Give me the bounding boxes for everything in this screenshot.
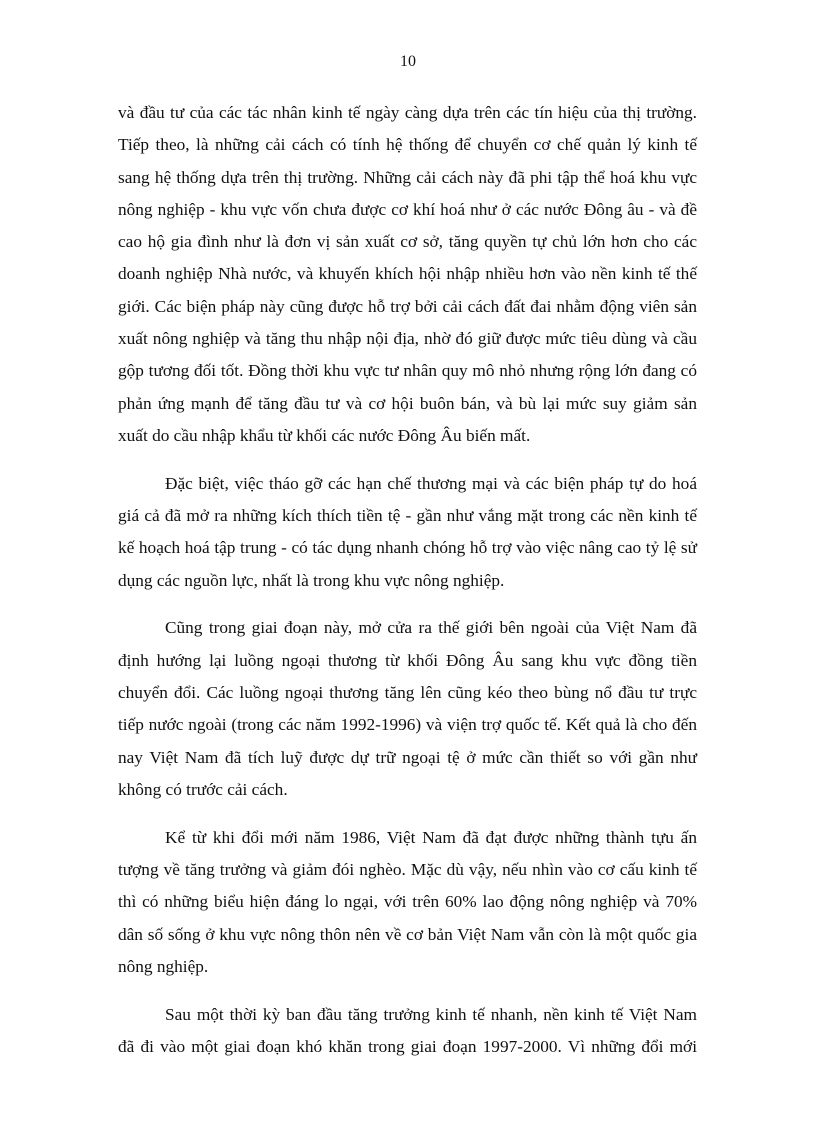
text-line: cao hộ gia đình như là đơn vị sản xuất cơ sở, tăng quyền tự chủ lớn hơn cho các [118,232,697,252]
text-line: gộp tương đối tốt. Đồng thời khu vực tư nhân quy mô nhỏ nhưng rộng lớn đang có [118,361,697,381]
text-line: Đặc biệt, việc tháo gỡ các hạn chế thương mại và các biện pháp tự do hoá [165,473,697,493]
text-line: giá cả đã mở ra những kích thích tiền tệ - gần như vắng mặt trong các nền kinh tế [118,506,697,526]
text-line: dụng các nguồn lực, nhất là trong khu vực nông nghiệp. [118,570,505,590]
text-line: dân số sống ở khu vực nông thôn nên về cơ bản Việt Nam vẫn còn là một quốc gia [118,924,697,944]
text-line: doanh nghiệp Nhà nước, và khuyến khích hội nhập nhiều hơn vào nền kinh tế thế [118,264,697,284]
text-line: định hướng lại luồng ngoại thương từ khối Đông Âu sang khu vực đồng tiền [118,650,697,670]
text-line: Kể từ khi đổi mới năm 1986, Việt Nam đã đạt được những thành tựu ấn [165,827,697,847]
text-line: đã đi vào một giai đoạn khó khăn trong giai đoạn 1997-2000. Vì những đổi mới [118,1037,697,1057]
paragraph [118,822,697,983]
paragraph [118,97,697,452]
text-line: thì có những biểu hiện đáng lo ngại, với trên 60% lao động nông nghiệp và 70% [118,892,697,912]
text-line: xuất nông nghiệp và tăng thu nhập nội địa, nhờ đó giữ được mức tiêu dùng và cầu [118,329,697,349]
text-line: tiếp nước ngoài (trong các năm 1992-1996) và viện trợ quốc tế. Kết quả là cho đến [118,715,697,735]
text-line: sang hệ thống dựa trên thị trường. Những cải cách này đã phi tập thể hoá khu vực [118,167,697,187]
text-line: không có trước cải cách. [118,779,288,799]
paragraph [118,999,697,1064]
text-line: Tiếp theo, là những cải cách có tính hệ thống để chuyển cơ chế quản lý kinh tế [118,135,697,155]
text-line: nay Việt Nam đã tích luỹ được dự trữ ngoại tệ ở mức cần thiết so với gần như [118,747,697,767]
page-number: 10 [400,53,416,70]
text-line: Sau một thời kỳ ban đầu tăng trưởng kinh tế nhanh, nền kinh tế Việt Nam [165,1004,697,1024]
paragraph [118,468,697,597]
paragraph [118,612,697,806]
text-line: nông nghiệp. [118,956,209,976]
text-line: tượng về tăng trưởng và giảm đói nghèo. Mặc dù vậy, nếu nhìn vào cơ cấu kinh tế [118,860,697,880]
body-text [118,97,697,1063]
text-line: kế hoạch hoá tập trung - có tác dụng nhanh chóng hỗ trợ vào việc nâng cao tỷ lệ sử [118,538,697,558]
text-line: xuất do cầu nhập khẩu từ khối các nước Đông Âu biến mất. [118,425,531,445]
text-line: Cũng trong giai đoạn này, mở cửa ra thế giới bên ngoài của Việt Nam đã [165,618,697,638]
text-line: chuyển đổi. Các luồng ngoại thương tăng lên cũng kéo theo bùng nổ đầu tư trực [118,683,697,703]
text-line: giới. Các biện pháp này cũng được hỗ trợ bởi cải cách đất đai nhằm động viên sản [118,296,697,316]
text-line: nông nghiệp - khu vực vốn chưa được cơ khí hoá như ở các nước Đông âu - và đề [118,199,697,219]
text-line: phản ứng mạnh để tăng đầu tư và cơ hội buôn bán, và bù lại mức suy giảm sản [118,393,697,413]
text-line: và đầu tư của các tác nhân kinh tế ngày càng dựa trên các tín hiệu của thị trường. [118,103,697,122]
